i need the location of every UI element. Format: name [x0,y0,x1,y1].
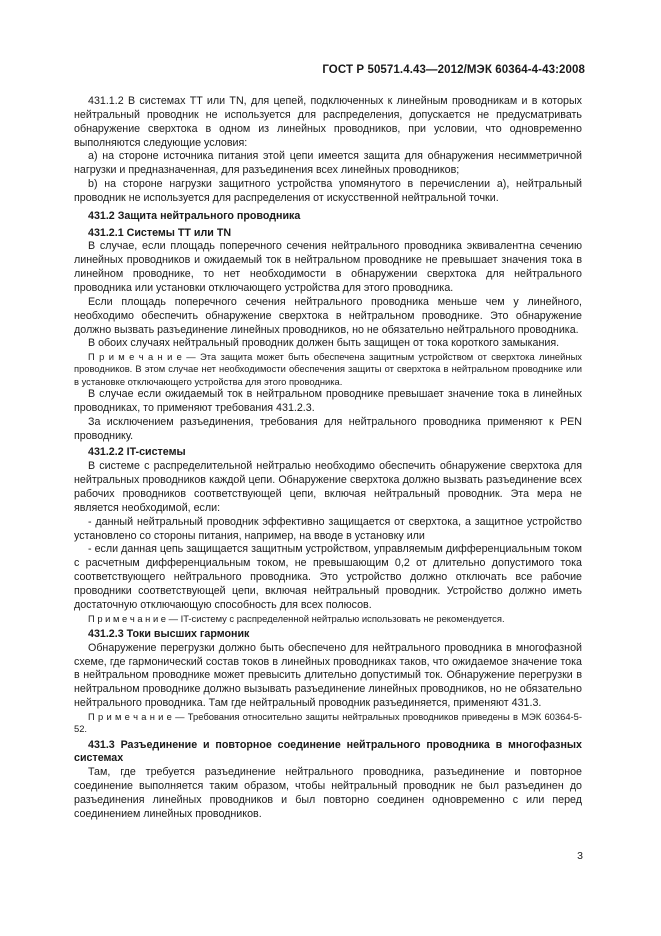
list-item-dash-2: - если данная цепь защищается защитным устройством, управляемым дифференциальным током с расчетным дифференциальным током, не превышающим 0,2 от длительно допустимого тока соответствующего нейтрального проводника. Это устройство должно отключать все рабочие проводники соответствующей цепи, включая нейтральный проводник. Устройство должно иметь достаточную отключающую способность для всех полюсов. [74,543,582,611]
note-1 [74,351,582,388]
paragraph-tt-tn-4: В случае если ожидаемый ток в нейтральном проводнике превышает значение тока в линейных проводниках, то применяют требования 431.2.3. [74,388,582,414]
paragraph-tt-tn-3: В обоих случаях нейтральный проводник должен быть защищен от тока короткого замыкания. [88,337,560,350]
heading-431-2-3: 431.2.3 Токи высших гармоник [88,627,250,640]
document-body [74,95,582,822]
heading-431-2: 431.2 Защита нейтрального проводника [88,209,301,222]
paragraph-disconnection: Там, где требуется разъединение нейтрального проводника, разъединение и повторное соединение выполняется таким образом, чтобы нейтральный проводник не был разъединен до разъединения линейных проводников и был повторно соединен одновременно с или перед соединением линейных проводников. [74,766,582,820]
paragraph-it-1: В системе с распределительной нейтралью необходимо обеспечить обнаружение сверхтока для нейтральных проводников каждой цепи. Обнаружение сверхтока должно вызвать разъединение всех рабочих проводников соответствующей цепи, включая нейтральный проводник. Эта мера не является необходимой, если: [74,460,582,514]
list-item-a: а) на стороне источника питания этой цепи имеется защита для обнаружения несимметричной нагрузки и предназначенная, для разъединения всех линейных проводников; [74,150,582,177]
clause-431-1-2: 431.1.2 В системах TT или TN, для цепей, подключенных к линейным проводникам и в которых нейтральный проводник не используется для распределения, допускается не предусматривать обнаружение сверхтока в одном из линейных проводников, при условии, что одновременно выполняются следующие условия: [74,95,582,149]
paragraph-tt-tn-2: Если площадь поперечного сечения нейтрального проводника меньше чем у линейного, необходимо обеспечить обнаружение сверхтока в нейтральном проводнике. Это обнаружение должно вызвать разъединение линейных проводников, но не обязательно нейтрального проводника. [74,295,582,336]
heading-431-2-1: 431.2.1 Системы TT или TN [88,226,232,239]
page-number: 3 [577,850,583,862]
list-item-b: b) на стороне нагрузки защитного устройства упомянутого в перечислении а), нейтральный проводник не используется для распределения от искусственной нейтральной точки. [74,178,582,204]
note-1-label: П р и м е ч а н и е [88,351,182,363]
note-2 [74,613,582,625]
note-1-text: — Эта защита может быть обеспечена защитным устройством от сверхтока линейных проводников. В этом случае нет необходимости обеспечения защиты от сверхтока в нейтральном проводнике или в установке отключающего устройства для этого проводника. [74,351,582,387]
heading-431-3: 431.3 Разъединение и повторное соединение нейтрального проводника в многофазных системах [74,738,582,765]
paragraph-tt-tn-5: За исключением разъединения, требования для нейтрального проводника применяют к PEN проводнику. [74,415,582,442]
note-2-label: П р и м е ч а н и е [88,612,167,624]
paragraph-tt-tn-1: В случае, если площадь поперечного сечения нейтрального проводника эквивалентна сечению линейных проводников и ожидаемый ток в нейтральном проводнике не превышает значения тока в линейном проводнике, то нет необходимости в обнаружении сверхтока для нейтрального проводника или установки отключающего устройства для этого проводника. [74,240,582,294]
note-3-text: — Требования относительно защиты нейтральных проводников приведены в МЭК 60364-5-52. [74,710,582,735]
note-3-label: П р и м е ч а н и е [88,710,172,722]
paragraph-harmonics: Обнаружение перегрузки должно быть обеспечено для нейтрального проводника в многофазной схеме, где гармонический состав токов в линейных проводниках таков, что ожидаемое значение тока в нейтральном проводнике может превысить длительно допустимый ток. Обнаружение перегрузки в нейтральном проводнике должно вызывать разъединение линейных проводников, но не обязательно нейтрального проводника. Там где нейтральный проводник разъединяется, применяют 431.3. [74,641,582,710]
standard-designation: ГОСТ Р 50571.4.43—2012/МЭК 60364-4-43:2008 [322,64,585,76]
heading-431-2-2: 431.2.2 IT-системы [88,446,186,459]
note-2-text: — IT-систему с распределенной нейтралью использовать не рекомендуется. [166,612,505,624]
note-3 [74,711,582,736]
list-item-dash-1: - данный нейтральный проводник эффективно защищается от сверхтока, а защитное устройство установлено со стороны питания, например, на вводе в установку или [74,515,582,542]
